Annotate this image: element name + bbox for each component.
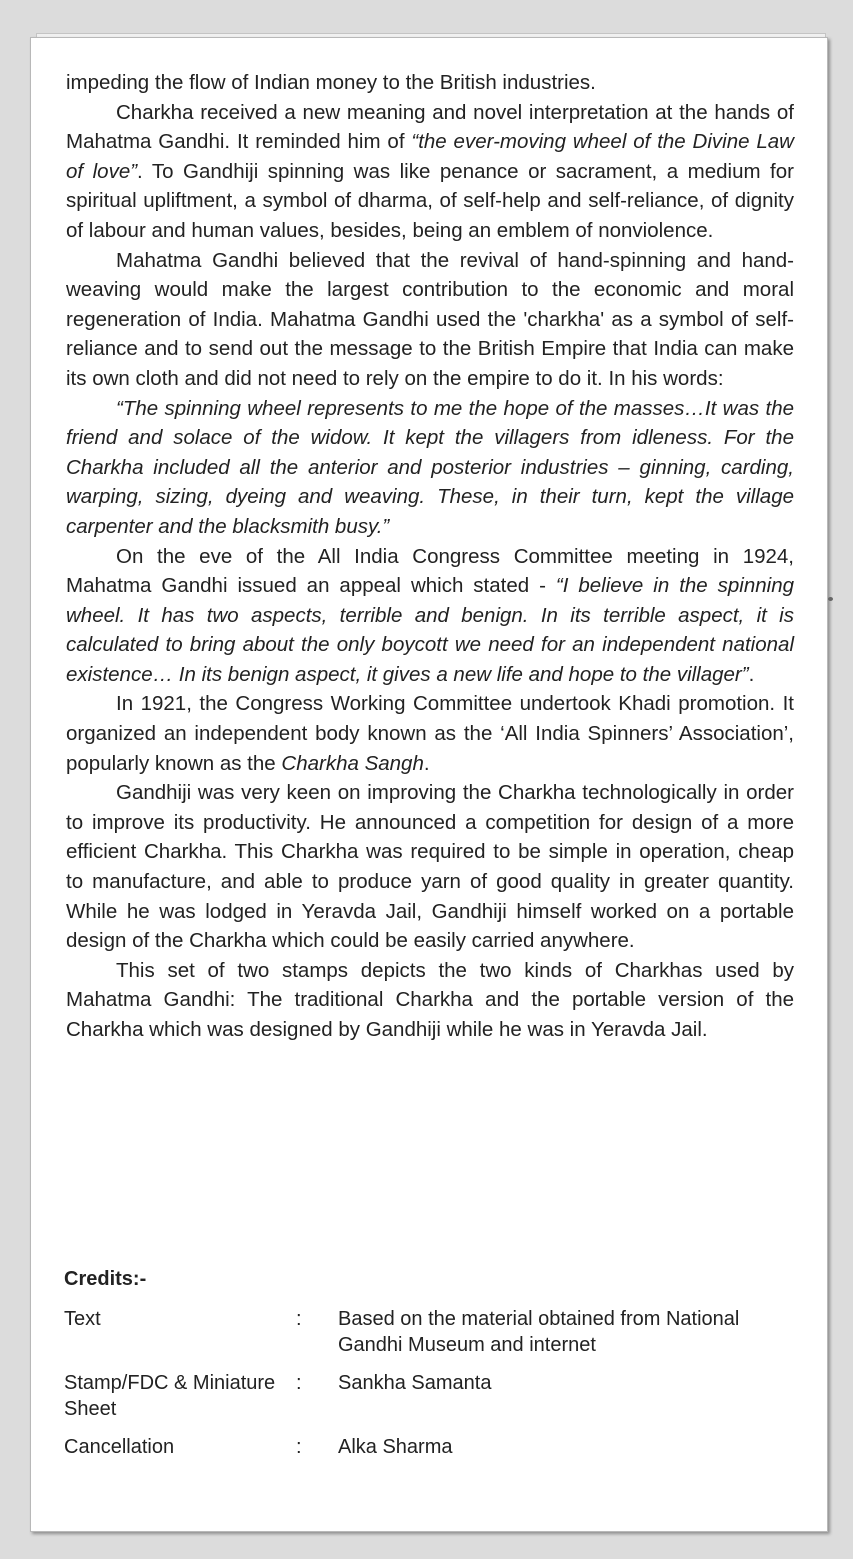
paragraph-5-text-b: . bbox=[748, 662, 755, 686]
block-quote bbox=[66, 394, 794, 542]
paragraph-6-emphasis: Charkha Sangh bbox=[281, 751, 424, 775]
body-text bbox=[66, 68, 794, 1045]
paragraph-8 bbox=[66, 956, 794, 1045]
dust-speck bbox=[828, 597, 833, 601]
credits-heading: Credits:- bbox=[64, 1268, 147, 1290]
credit-value: Alka Sharma bbox=[338, 1436, 453, 1458]
paragraph-2 bbox=[66, 98, 794, 246]
credit-separator: : bbox=[296, 1436, 302, 1458]
credit-label: Stamp/FDC & Miniature Sheet bbox=[64, 1372, 276, 1420]
paragraph-5-text-a: On the eve of the All India Congress Committee meeting in 1924, Mahatma Gandhi issued an appeal which stated - bbox=[66, 544, 794, 598]
paragraph-7-text: Gandhiji was very keen on improving the Charkha technologically in order to improve its productivity. He announced a competition for design of a more efficient Charkha. This Charkha was required to be simple in operation, cheap to manufacture, and able to produce yarn of good quality in greater quantity. While he was lodged in Yeravda Jail, Gandhiji himself worked on a portable design of the Charkha which could be easily carried anywhere. bbox=[66, 781, 794, 953]
credit-label: Text bbox=[64, 1308, 101, 1330]
credit-row-cancellation bbox=[64, 1434, 794, 1460]
paragraph-1-text: impeding the flow of Indian money to the British industries. bbox=[66, 71, 596, 94]
paragraph-6 bbox=[66, 689, 794, 778]
paragraph-3-text: Mahatma Gandhi believed that the revival of hand-spinning and hand-weaving would make the largest contribution to the economic and moral regeneration of India. Mahatma Gandhi used the 'charkha' as a symbol of self-reliance and to send out the message to the British Empire that India can make its own cloth and did not need to rely on the empire to do it. In his words: bbox=[66, 248, 794, 390]
block-quote-text: “The spinning wheel represents to me the hope of the masses…It was the friend and solace of the widow. It kept the villagers from idleness. For the Charkha included all the anterior and posterior industries – ginning, carding, warping, sizing, dyeing and weaving. These, in their turn, kept the village carpenter and the blacksmith busy.” bbox=[66, 396, 794, 538]
paragraph-8-text: This set of two stamps depicts the two kinds of Charkhas used by Mahatma Gandhi: The traditional Charkha and the portable version of the Charkha which was designed by Gandhiji while he was in Yeravda Jail. bbox=[66, 958, 794, 1041]
paragraph-7 bbox=[66, 778, 794, 956]
credit-value: Based on the material obtained from National Gandhi Museum and internet bbox=[338, 1308, 740, 1356]
credits-section bbox=[64, 1266, 794, 1472]
credit-separator: : bbox=[296, 1372, 302, 1394]
paragraph-3 bbox=[66, 246, 794, 394]
credit-row-stamp bbox=[64, 1370, 794, 1422]
brochure-page bbox=[30, 37, 828, 1532]
paragraph-2-quote: “the ever-moving wheel of the Divine Law of love” bbox=[66, 130, 794, 183]
credit-label: Cancellation bbox=[64, 1436, 175, 1458]
credit-row-text bbox=[64, 1306, 794, 1358]
paragraph-6-text-a: In 1921, the Congress Working Committee undertook Khadi promotion. It organized an independent body known as the ‘All India Spinners’ Association’, popularly known as the bbox=[66, 692, 794, 775]
paragraph-6-text-b: . bbox=[423, 751, 430, 775]
paragraph-2-text-b: . To Gandhiji spinning was like penance or sacrament, a medium for spiritual upliftment, a symbol of dharma, of self-help and self-reliance, of dignity of labour and human values, besides, being an emblem of nonviolence. bbox=[66, 159, 794, 242]
paragraph-2-text-a: Charkha received a new meaning and novel interpretation at the hands of Mahatma Gandhi. It reminded him of bbox=[66, 100, 794, 154]
paragraph-1 bbox=[66, 68, 794, 98]
paragraph-5-quote: “I believe in the spinning wheel. It has two aspects, terrible and benign. In its terrible aspect, it is calculated to bring about the only boycott we need for an independent national existence… In its benign aspect, it gives a new life and hope to the villager” bbox=[66, 574, 795, 686]
paragraph-5 bbox=[66, 542, 794, 690]
credit-value: Sankha Samanta bbox=[338, 1372, 492, 1394]
credit-separator: : bbox=[296, 1308, 302, 1330]
